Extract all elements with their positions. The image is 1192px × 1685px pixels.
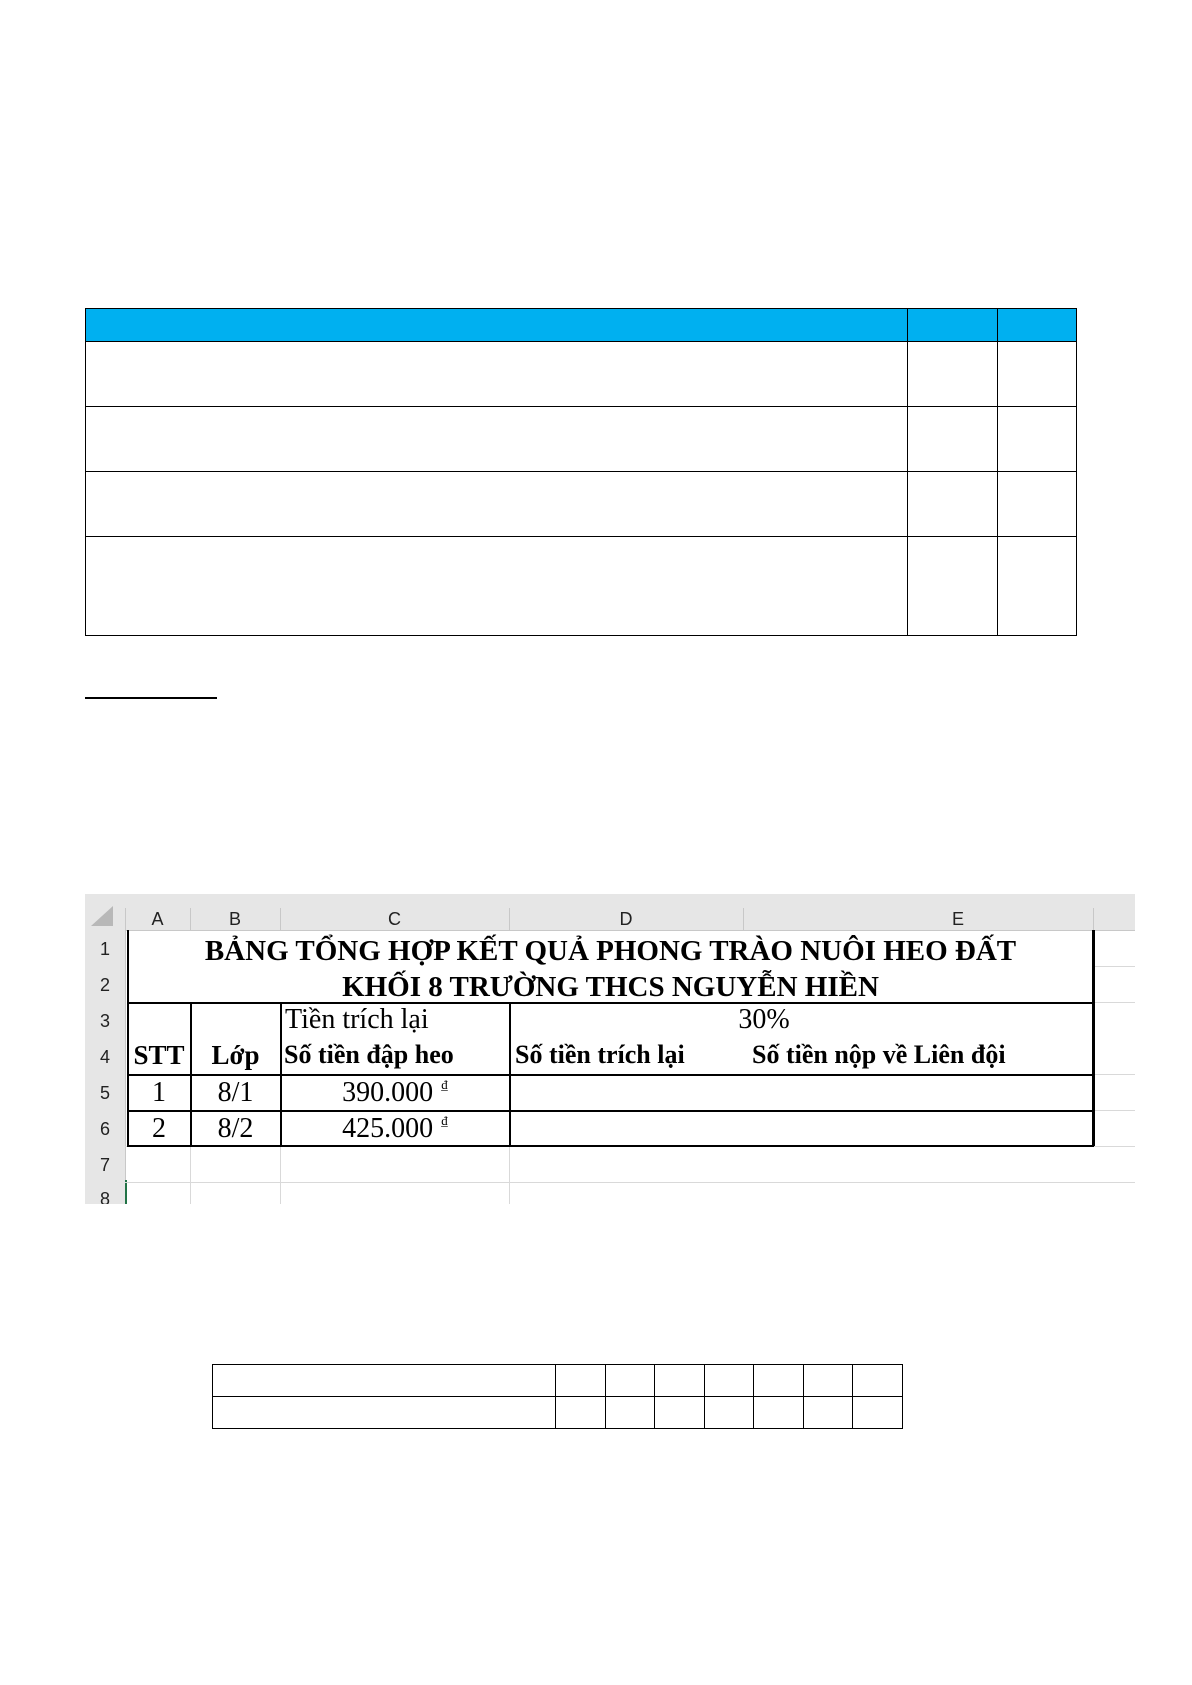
answer-table [212,1364,903,1429]
header-so-tien-trich-lai: Số tiền trích lại [515,1040,685,1069]
table-row [86,407,1077,472]
column-header-d[interactable]: D [619,909,633,929]
amount-value: 425.000 [342,1113,434,1144]
table-row [86,472,1077,537]
cell-lop-2[interactable]: 8/2 [217,1113,254,1144]
select-all-corner-icon [91,906,113,926]
question-table [85,308,1077,636]
currency-symbol: ₫ [441,1077,448,1092]
currency-symbol: ₫ [441,1113,448,1128]
cell-amount-2[interactable] [281,1113,509,1145]
question-table-header [86,309,1077,342]
table-row [86,342,1077,407]
cell-lop-1[interactable]: 8/1 [217,1077,254,1108]
amount-value: 390.000 [342,1077,434,1108]
cell-stt-2[interactable]: 2 [152,1113,166,1144]
column-header-e[interactable]: E [951,909,964,929]
row-header-1[interactable]: 1 [99,939,110,959]
column-header-b[interactable]: B [228,909,241,929]
row-header-3[interactable]: 3 [99,1011,110,1031]
section-underline [85,697,217,699]
column-header-a[interactable]: A [151,909,164,929]
table-row [213,1365,903,1397]
cell-amount-1[interactable] [281,1077,509,1109]
table-row [86,537,1077,636]
rate-label: Tiền trích lại [285,1004,429,1035]
table-row [213,1397,903,1429]
header-so-tien-nop: Số tiền nộp về Liên đội [752,1040,1006,1069]
header-stt: STT [133,1040,185,1070]
header-so-tien-dap-heo: Số tiền đập heo [284,1040,454,1069]
selection-marker [125,1180,127,1204]
row-header-8[interactable]: 8 [99,1189,110,1204]
header-cell [86,309,908,342]
column-header-bar [85,894,1135,931]
row-header-6[interactable]: 6 [99,1119,110,1139]
row-header-4[interactable]: 4 [99,1047,110,1067]
header-cell [998,309,1077,342]
column-header-c[interactable]: C [388,909,401,929]
row-header-7[interactable]: 7 [99,1155,110,1175]
sheet-title-line1: BẢNG TỔNG HỢP KẾT QUẢ PHONG TRÀO NUÔI HEO ĐẤT [204,935,1017,967]
sheet-title-line2: KHỐI 8 TRƯỜNG THCS NGUYỄN HIỀN [342,971,879,1003]
cell-stt-1[interactable]: 1 [152,1077,166,1108]
rate-value: 30% [738,1004,790,1035]
spreadsheet-screenshot [85,894,1135,1204]
row-header-5[interactable]: 5 [99,1083,110,1103]
header-cell [908,309,998,342]
header-lop: Lớp [211,1040,260,1070]
row-header-2[interactable]: 2 [99,975,110,995]
